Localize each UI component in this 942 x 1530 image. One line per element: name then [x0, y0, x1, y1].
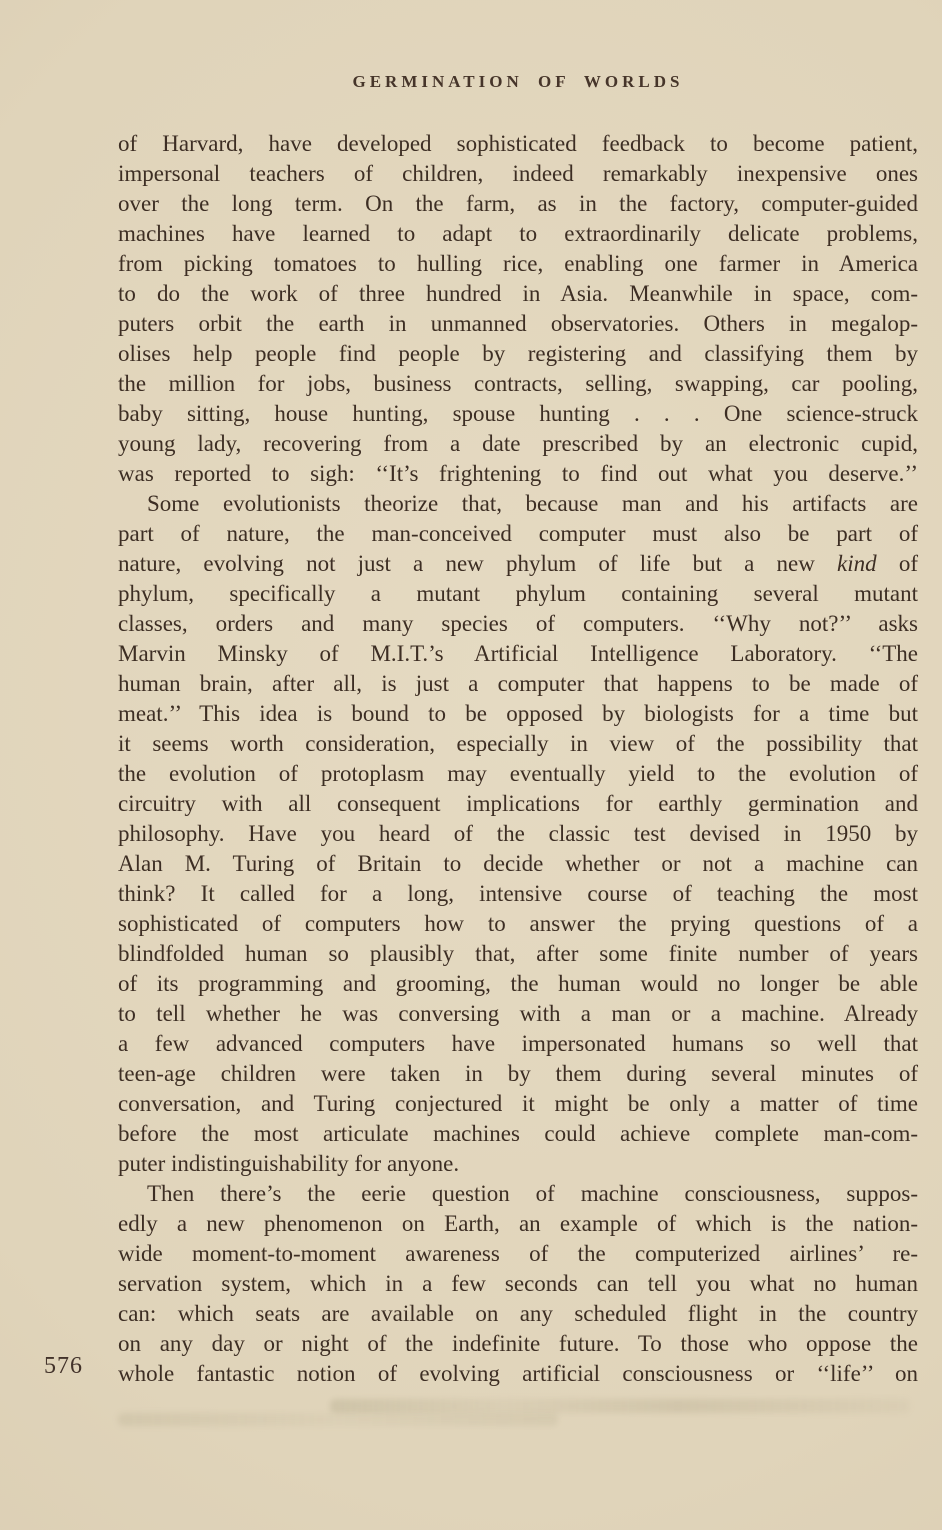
text-line: conversation, and Turing conjectured it might be only a matter of time	[118, 1091, 918, 1116]
text-line: on any day or night of the indefinite future. To those who oppose the	[118, 1331, 918, 1356]
text-line: olises help people find people by registering and classifying them by	[118, 341, 918, 366]
text-line: Marvin Minsky of M.I.T.’s Artificial Intelligence Laboratory. ‘‘The	[118, 641, 918, 666]
text-line: machines have learned to adapt to extraordinarily delicate problems,	[118, 221, 918, 246]
text-line: of its programming and grooming, the human would no longer be able	[118, 971, 918, 996]
text-line: a few advanced computers have impersonated humans so well that	[118, 1031, 918, 1056]
text-block	[118, 129, 918, 1389]
paragraph	[118, 1179, 918, 1389]
text-line: from picking tomatoes to hulling rice, enabling one farmer in America	[118, 251, 918, 276]
text-line: was reported to sigh: ‘‘It’s frightening to find out what you deserve.’’	[118, 461, 918, 486]
text-line: part of nature, the man-conceived computer must also be part of	[118, 521, 918, 546]
text-line: teen-age children were taken in by them during several minutes of	[118, 1061, 918, 1086]
text-line: wide moment-to-moment awareness of the computerized airlines’ re-	[118, 1241, 918, 1266]
text-line: meat.’’ This idea is bound to be opposed by biologists for a time but	[118, 701, 918, 726]
paragraph	[118, 129, 918, 489]
text-line: nature, evolving not just a new phylum of life but a new kind of	[118, 551, 918, 576]
text-line: to do the work of three hundred in Asia. Meanwhile in space, com-	[118, 281, 918, 306]
text-line: sophisticated of computers how to answer the prying questions of a	[118, 911, 918, 936]
text-line: before the most articulate machines could achieve complete man-com-	[118, 1121, 918, 1146]
text-line: the million for jobs, business contracts, selling, swapping, car pooling,	[118, 371, 918, 396]
text-line: philosophy. Have you heard of the classic test devised in 1950 by	[118, 821, 918, 846]
text-line: whole fantastic notion of evolving artificial consciousness or ‘‘life’’ on	[118, 1361, 918, 1386]
text-line: edly a new phenomenon on Earth, an example of which is the nation-	[118, 1211, 918, 1236]
text-line: Then there’s the eerie question of machine consciousness, suppos-	[147, 1181, 918, 1206]
text-line: circuitry with all consequent implications for earthly germination and	[118, 791, 918, 816]
text-line: can: which seats are available on any scheduled flight in the country	[118, 1301, 918, 1326]
show-through-smudge	[330, 1399, 910, 1413]
text-line: think? It called for a long, intensive course of teaching the most	[118, 881, 918, 906]
text-line: blindfolded human so plausibly that, after some finite number of years	[118, 941, 918, 966]
text-line: servation system, which in a few seconds can tell you what no human	[118, 1271, 918, 1296]
running-head: GERMINATION OF WORLDS	[352, 72, 684, 91]
text-line: puter indistinguishability for anyone.	[118, 1151, 460, 1176]
text-line: the evolution of protoplasm may eventually yield to the evolution of	[118, 761, 918, 786]
text-line: to tell whether he was conversing with a man or a machine. Already	[118, 1001, 918, 1026]
text-line: puters orbit the earth in unmanned observatories. Others in megalop-	[118, 311, 918, 336]
text-line: it seems worth consideration, especially in view of the possibility that	[118, 731, 918, 756]
show-through-smudge	[118, 1413, 558, 1426]
text-line: Alan M. Turing of Britain to decide whether or not a machine can	[118, 851, 918, 876]
page-number: 576	[44, 1353, 83, 1379]
text-line: over the long term. On the farm, as in the factory, computer-guided	[118, 191, 918, 216]
text-line: impersonal teachers of children, indeed remarkably inexpensive ones	[118, 161, 918, 186]
text-line: Some evolutionists theorize that, because man and his artifacts are	[147, 491, 918, 516]
text-line: baby sitting, house hunting, spouse hunting . . . One science-struck	[118, 401, 918, 426]
text-line: of Harvard, have developed sophisticated feedback to become patient,	[118, 131, 918, 156]
text-line: human brain, after all, is just a computer that happens to be made of	[118, 671, 918, 696]
text-line: classes, orders and many species of computers. ‘‘Why not?’’ asks	[118, 611, 918, 636]
text-line: phylum, specifically a mutant phylum containing several mutant	[118, 581, 918, 606]
text-line: young lady, recovering from a date prescribed by an electronic cupid,	[118, 431, 918, 456]
paragraph	[118, 489, 918, 1179]
